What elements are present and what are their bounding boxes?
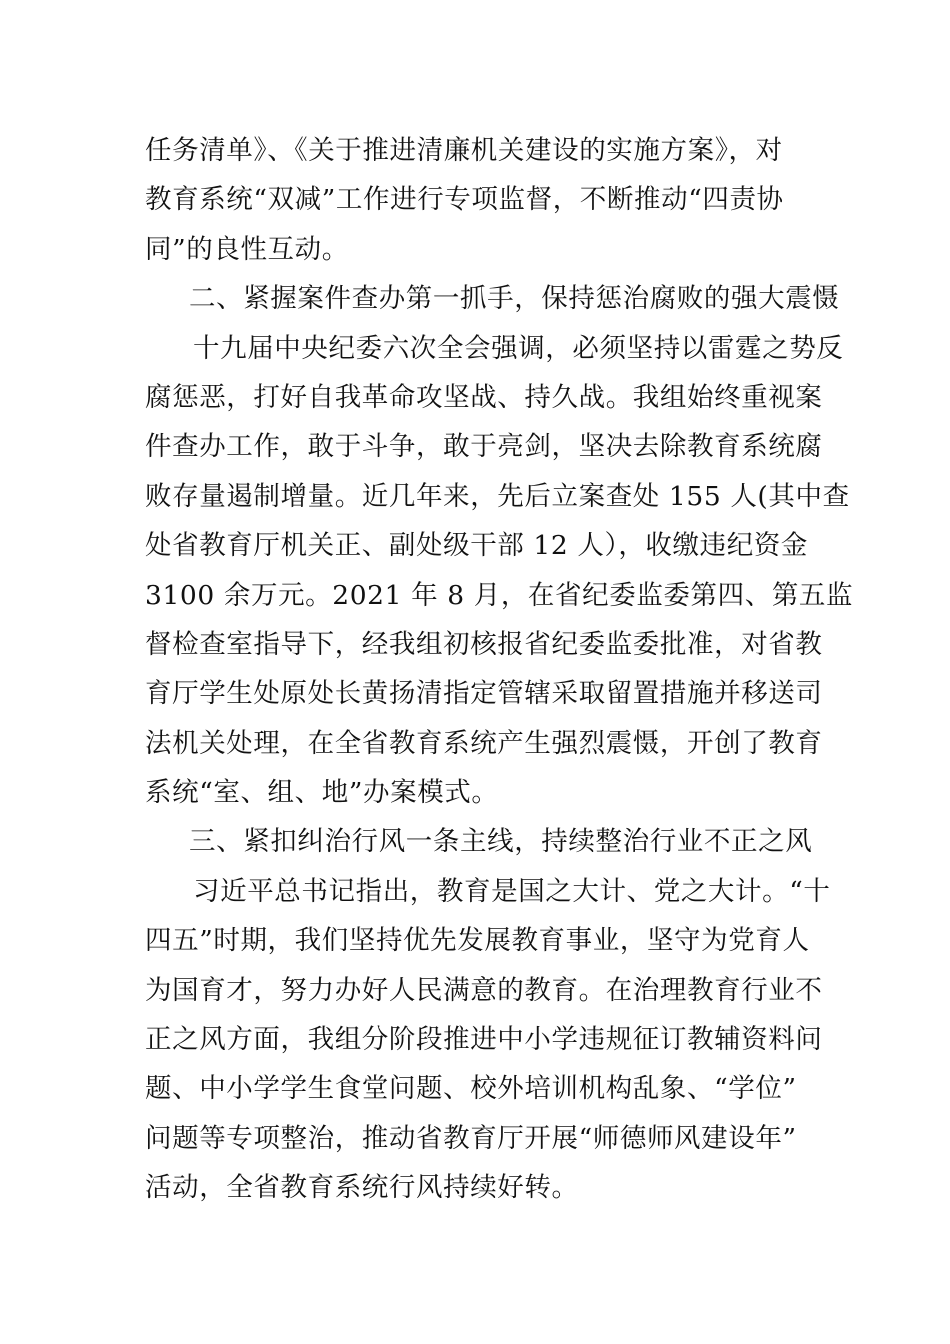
paragraph-line: 件查办工作，敢于斗争，敢于亮剑，坚决去除教育系统腐 (145, 431, 823, 463)
paragraph-line: 任务清单》、《关于推进清廉机关建设的实施方案》，对 (145, 135, 783, 166)
paragraph-line: 习近平总书记指出，教育是国之大计、党之大计。“十 (193, 875, 831, 907)
paragraph-line: 育厅学生处原处长黄扬清指定管辖采取留置措施并移送司 (145, 678, 823, 710)
paragraph-line: 教育系统“双减”工作进行专项监督，不断推动“四责协 (145, 184, 784, 216)
paragraph-line: 问题等专项整治，推动省教育厅开展“师德师风建设年” (145, 1122, 797, 1154)
paragraph-line: 败存量遏制增量。近几年来，先后立案查处 155 人(其中查 (145, 480, 850, 512)
paragraph-line: 活动，全省教育系统行风持续好转。 (145, 1172, 579, 1204)
section-heading-2: 二、紧握案件查办第一抓手，保持惩治腐败的强大震慑 (189, 283, 840, 315)
paragraph-line: 腐惩恶，打好自我革命攻坚战、持久战。我组始终重视案 (145, 381, 823, 413)
paragraph-line: 正之风方面，我组分阶段推进中小学违规征订教辅资料问 (145, 1024, 823, 1056)
body-text (145, 126, 854, 1213)
paragraph-line: 十九届中央纪委六次全会强调，必须坚持以雷霆之势反 (193, 332, 844, 364)
section-heading-3: 三、紧扣纠治行风一条主线，持续整治行业不正之风 (189, 826, 813, 858)
paragraph-line: 处省教育厅机关正、副处级干部 12 人），收缴违纪资金 (145, 530, 809, 562)
paragraph-line: 同”的良性互动。 (145, 233, 349, 265)
paragraph-line: 四五”时期，我们坚持优先发展教育事业，坚守为党育人 (145, 925, 810, 957)
paragraph-line: 督检查室指导下，经我组初核报省纪委监委批准，对省教 (145, 628, 823, 660)
paragraph-line: 题、中小学学生食堂问题、校外培训机构乱象、“学位” (145, 1073, 797, 1105)
paragraph-line: 为国育才，努力办好人民满意的教育。在治理教育行业不 (145, 974, 823, 1006)
paragraph-line: 系统“室、组、地”办案模式。 (145, 777, 499, 809)
paragraph-line: 法机关处理，在全省教育系统产生强烈震慑，开创了教育 (145, 727, 823, 759)
paragraph-line: 3100 余万元。2021 年 8 月，在省纪委监委第四、第五监 (145, 579, 854, 611)
